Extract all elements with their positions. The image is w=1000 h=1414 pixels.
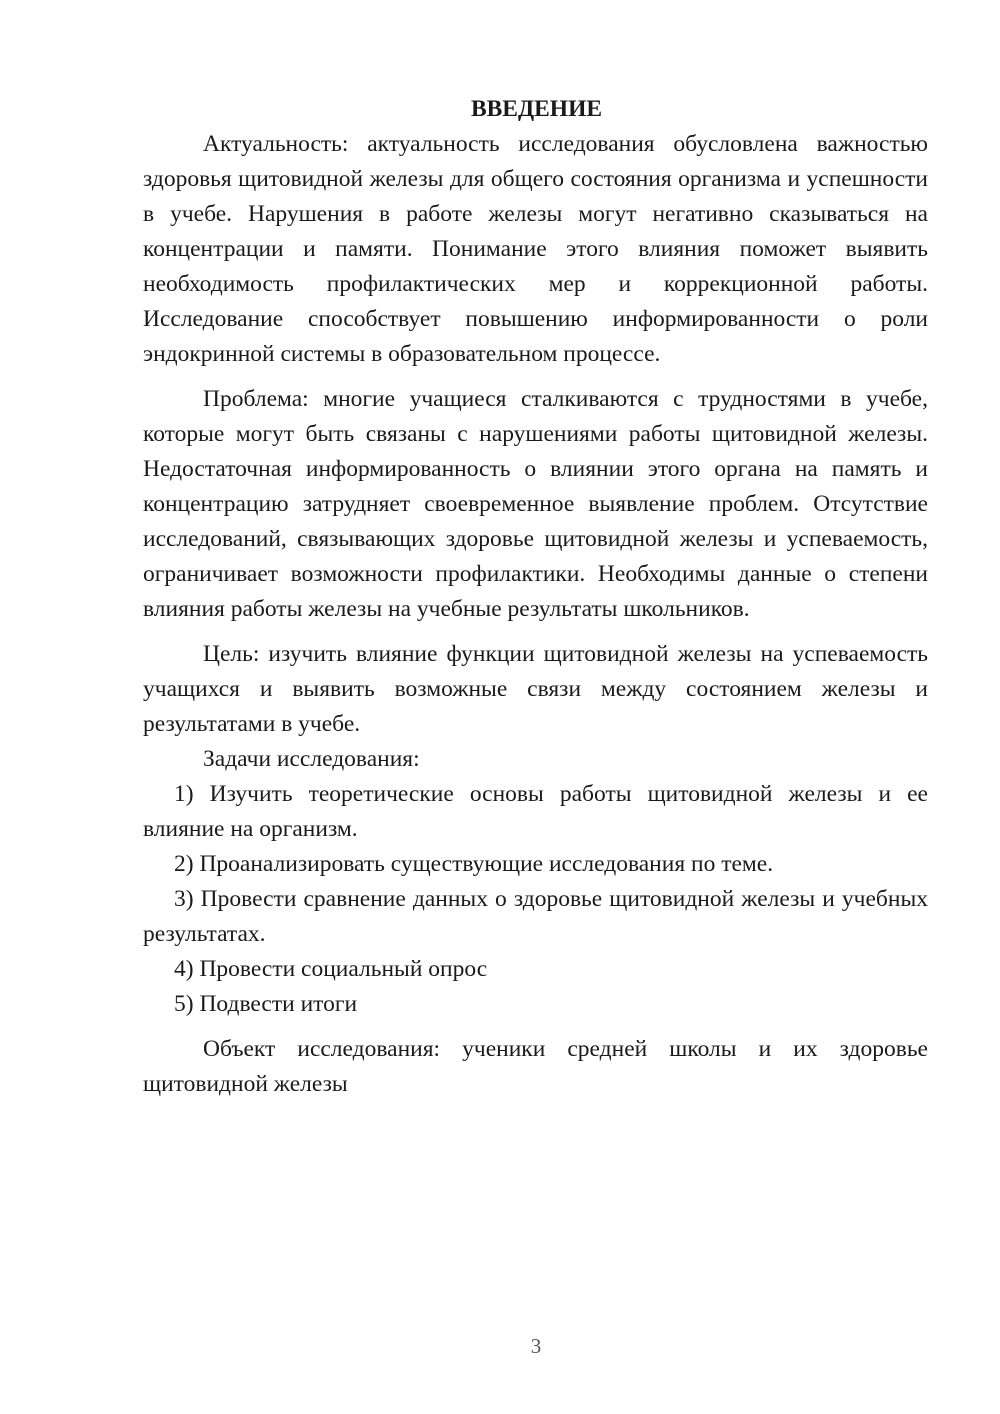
paragraph-problem: Проблема: многие учащиеся сталкиваются с трудностями в учебе, которые могут быть связаны с нарушениями работы щитовидной железы. Недостаточная информированность о влиянии этого органа на память и концентрацию затрудняет своевременное выявление проблем. Отсутствие исследований, связывающих здоровье щитовидной железы и успеваемость, ограничивает возможности профилактики. Необходимы данные о степени влияния работы железы на учебные результаты школьников. — [143, 386, 928, 622]
task-item-3: 3) Провести сравнение данных о здоровье щитовидной железы и учебных результатах. — [143, 886, 928, 947]
page-title: ВВЕДЕНИЕ — [470, 96, 603, 122]
paragraph-object: Объект исследования: ученики средней школы и их здоровье щитовидной железы — [143, 1036, 928, 1097]
page-number: 3 — [530, 1334, 542, 1358]
task-item-2: 2) Проанализировать существующие исследования по теме. — [174, 851, 774, 877]
page-content — [143, 92, 928, 1102]
tasks-heading: Задачи исследования: — [203, 746, 420, 772]
paragraph-relevance: Актуальность: актуальность исследования обусловлена важностью здоровья щитовидной железы для общего состояния организма и успешности в учебе. Нарушения в работе железы могут негативно сказываться на концентрации и памяти. Понимание этого влияния поможет выявить необходимость профилактических мер и коррекционной работы. Исследование способствует повышению информированности о роли эндокринной системы в образовательном процессе. — [143, 131, 928, 367]
task-item-4: 4) Провести социальный опрос — [174, 956, 488, 982]
task-item-5: 5) Подвести итоги — [174, 991, 358, 1017]
task-item-1: 1) Изучить теоретические основы работы щитовидной железы и ее влияние на организм. — [143, 781, 928, 842]
paragraph-goal: Цель: изучить влияние функции щитовидной железы на успеваемость учащихся и выявить возможные связи между состоянием железы и результатами в учебе. — [143, 641, 928, 737]
